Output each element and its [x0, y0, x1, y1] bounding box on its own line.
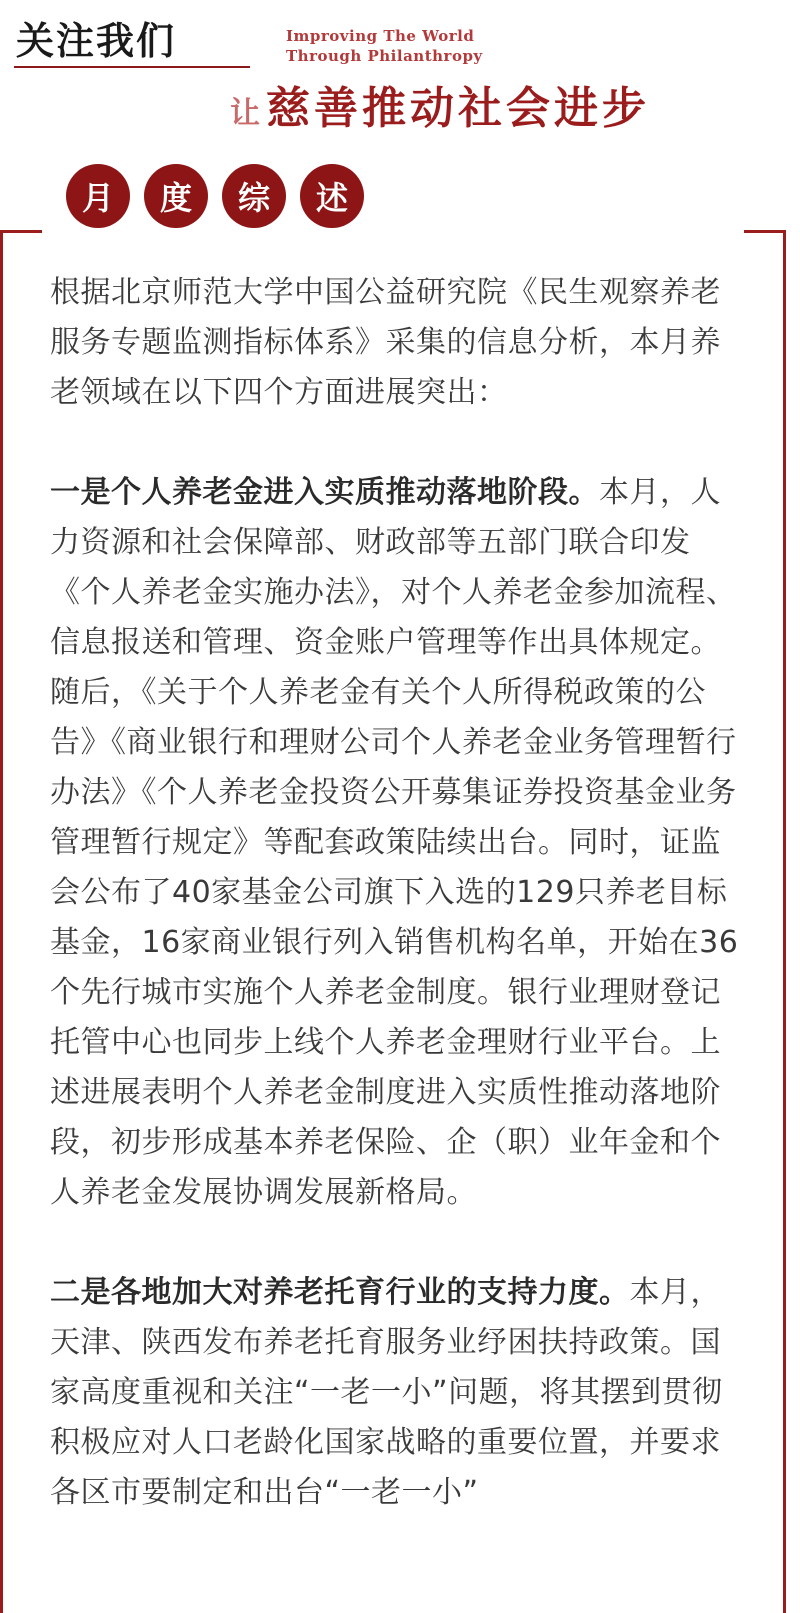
point-2-title: 二是各地加大对养老托育行业的支持力度。: [50, 1275, 630, 1310]
section-badge-2: 度: [144, 164, 208, 228]
header-banner: [0, 0, 800, 140]
section-badge-4: 述: [300, 164, 364, 228]
follow-underline: [14, 66, 250, 68]
point-1-paragraph: [50, 468, 750, 1218]
point-2-body: 本月，天津、陕西发布养老托育服务业纾困扶持政策。国家高度重视和关注“一老一小”问题，将其摆到贯彻积极应对人口老龄化国家战略的重要位置，并要求各区市要制定和出台“一老一小”: [50, 1275, 723, 1510]
chinese-tagline-main: 慈善推动社会进步: [266, 83, 650, 134]
chinese-tagline: [230, 72, 650, 136]
point-1-title: 一是个人养老金进入实质推动落地阶段。: [50, 475, 599, 510]
intro-paragraph: 根据北京师范大学中国公益研究院《民生观察养老服务专题监测指标体系》采集的信息分析，本月养老领域在以下四个方面进展突出：: [50, 275, 721, 410]
point-1-body: 本月，人力资源和社会保障部、财政部等五部门联合印发《个人养老金实施办法》，对个人养老金参加流程、信息报送和管理、资金账户管理等作出具体规定。随后，《关于个人养老金有关个人所得税政策的公告》《商业银行和理财公司个人养老金业务管理暂行办法》《个人养老金投资公开募集证券投资基金业务管理暂行规定》等配套政策陆续出台。同时，证监会公布了40家基金公司旗下入选的129只养老目标基金，16家商业银行列入销售机构名单，开始在36个先行城市实施个人养老金制度。银行业理财登记托管中心也同步上线个人养老金理财行业平台。上述进展表明个人养老金制度进入实质性推动落地阶段，初步形成基本养老保险、企（职）业年金和个人养老金发展协调发展新格局。: [50, 475, 739, 1210]
english-tagline-line2: Through Philanthropy: [286, 47, 483, 65]
english-tagline: [286, 26, 483, 66]
section-badge-1: 月: [66, 164, 130, 228]
follow-us-label: 关注我们: [16, 18, 177, 63]
point-2-paragraph: [50, 1268, 750, 1518]
article-body: [50, 268, 750, 1568]
chinese-tagline-prefix: 让: [230, 96, 260, 131]
section-title-badges: [66, 164, 364, 228]
english-tagline-line1: Improving The World: [286, 27, 475, 45]
section-badge-3: 综: [222, 164, 286, 228]
